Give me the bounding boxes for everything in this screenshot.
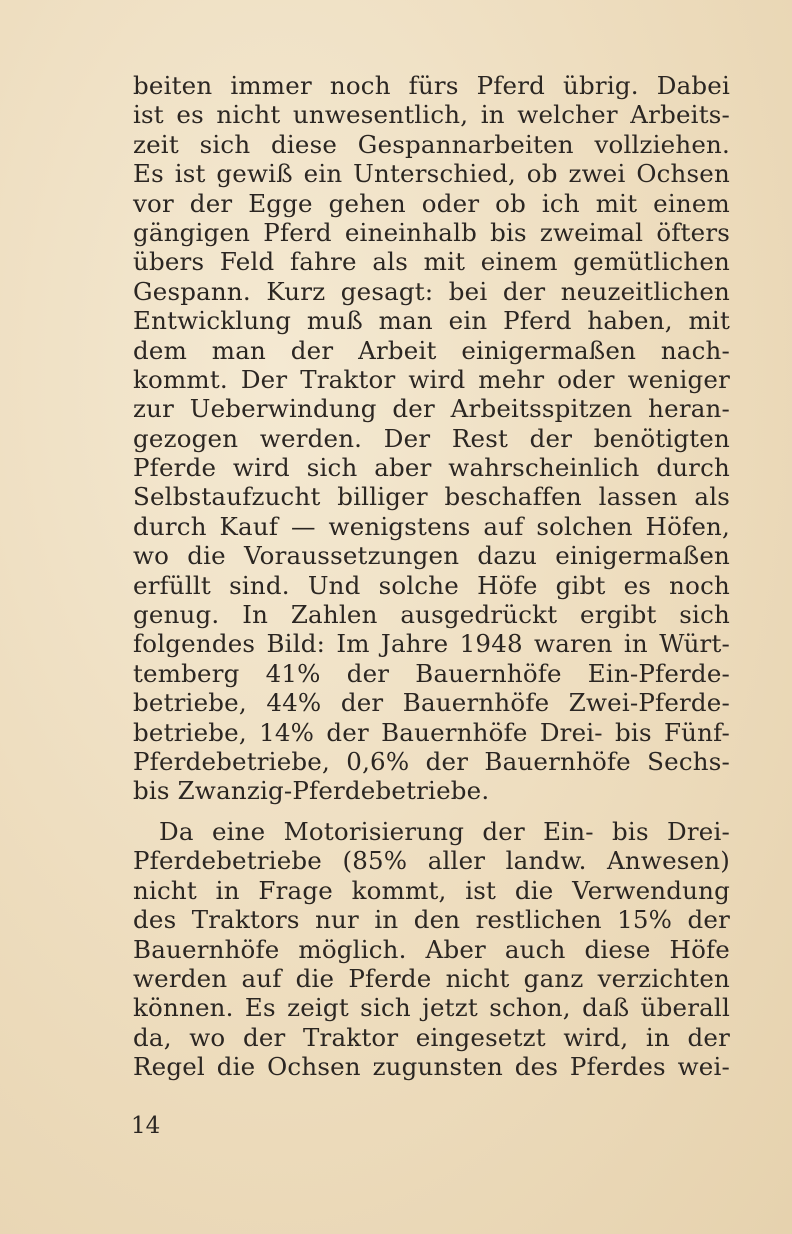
text-line: betriebe, 14% der Bauernhöfe Drei- bis Fünf- xyxy=(133,717,730,747)
text-line: Gespann. Kurz gesagt: bei der neuzeitlichen xyxy=(133,276,730,306)
page-number: 14 xyxy=(131,1113,161,1139)
text-line: da, wo der Traktor eingesetzt wird, in der xyxy=(133,1022,730,1052)
text-line: Selbstaufzucht billiger beschaffen lassen als xyxy=(133,482,730,512)
text-line: Bauernhöfe möglich. Aber auch diese Höfe xyxy=(133,934,730,964)
text-line: Regel die Ochsen zugunsten des Pferdes wei- xyxy=(133,1052,730,1082)
text-line: zur Ueberwindung der Arbeitsspitzen heran- xyxy=(133,394,730,424)
text-line: übers Feld fahre als mit einem gemütlichen xyxy=(133,247,730,277)
text-line: Entwicklung muß man ein Pferd haben, mit xyxy=(133,306,730,336)
text-line: Es ist gewiß ein Unterschied, ob zwei Ochsen xyxy=(133,159,730,189)
text-line: betriebe, 44% der Bauernhöfe Zwei-Pferde- xyxy=(133,688,730,718)
text-line: Da eine Motorisierung der Ein- bis Drei- xyxy=(159,817,730,846)
text-line: können. Es zeigt sich jetzt schon, daß überall xyxy=(133,993,730,1023)
text-line: ist es nicht unwesentlich, in welcher Arbeits- xyxy=(133,100,730,130)
text-line: genug. In Zahlen ausgedrückt ergibt sich xyxy=(133,600,730,630)
text-line: gezogen werden. Der Rest der benötigten xyxy=(133,423,730,453)
text-line: beiten immer noch fürs Pferd übrig. Dabei xyxy=(133,71,730,100)
text-line: des Traktors nur in den restlichen 15% der xyxy=(133,905,730,935)
text-line: Pferdebetriebe, 0,6% der Bauernhöfe Sechs- xyxy=(133,746,730,776)
text-line: nicht in Frage kommt, ist die Verwendung xyxy=(133,875,730,905)
paragraph-2 xyxy=(133,817,730,1082)
text-line: temberg 41% der Bauernhöfe Ein-Pferde- xyxy=(133,658,730,688)
text-line: wo die Voraussetzungen dazu einigermaßen xyxy=(133,541,730,571)
text-line: Pferdebetriebe (85% aller landw. Anwesen) xyxy=(133,846,730,876)
paragraph-1 xyxy=(133,71,730,806)
text-line: kommt. Der Traktor wird mehr oder weniger xyxy=(133,364,730,394)
text-line: vor der Egge gehen oder ob ich mit einem xyxy=(133,188,730,218)
text-line: dem man der Arbeit einigermaßen nach- xyxy=(133,335,730,365)
text-line: durch Kauf — wenigstens auf solchen Höfen, xyxy=(133,511,730,541)
text-line: zeit sich diese Gespannarbeiten vollziehen. xyxy=(133,129,730,159)
text-line: Pferde wird sich aber wahrscheinlich durch xyxy=(133,453,730,483)
text-line: folgendes Bild: Im Jahre 1948 waren in Würt- xyxy=(133,629,730,659)
text-line: gängigen Pferd eineinhalb bis zweimal öfters xyxy=(133,217,730,247)
text-line: bis Zwanzig-Pferdebetriebe. xyxy=(133,776,490,806)
text-line: werden auf die Pferde nicht ganz verzichten xyxy=(133,963,730,993)
text-line: erfüllt sind. Und solche Höfe gibt es noch xyxy=(133,570,730,600)
